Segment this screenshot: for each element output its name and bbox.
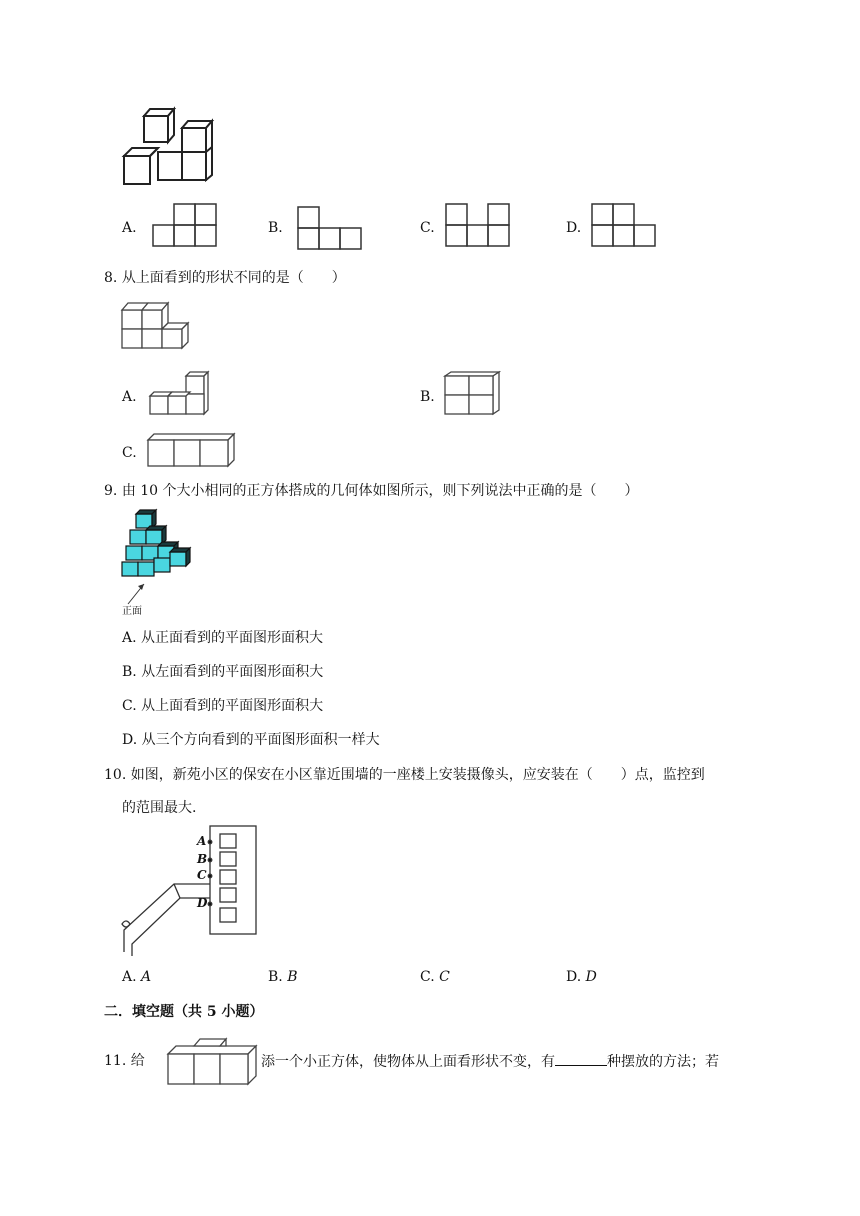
q10-figure: [120, 824, 266, 956]
q7-option-c-label[interactable]: C.: [420, 220, 435, 236]
q10-stem-line1: [104, 765, 705, 785]
window: [220, 908, 236, 922]
q11-prefix: [104, 1051, 145, 1071]
q9-option-d[interactable]: [122, 730, 380, 750]
q10-option-d-label: D.: [566, 969, 582, 985]
q8-option-c-label[interactable]: C.: [122, 445, 137, 461]
q10-option-a-label: A.: [122, 969, 137, 985]
point-d-label: D: [197, 896, 208, 910]
q7-option-b-figure: [298, 205, 364, 251]
wall-end: [122, 921, 130, 927]
q9-cube: [126, 546, 142, 560]
q10-option-c-value: C: [439, 969, 450, 985]
q10-text-line2: 的范围最大.: [122, 800, 197, 816]
window: [220, 834, 236, 848]
q10-option-a-value: A: [141, 969, 152, 985]
q9-option-a-label: A.: [122, 630, 137, 646]
point-a-label: A: [197, 834, 207, 848]
q7-option-d-label[interactable]: D.: [566, 220, 582, 236]
window: [220, 852, 236, 866]
q7-option-d-figure: [592, 202, 662, 250]
q8-text: 从上面看到的形状不同的是（ ）: [121, 270, 346, 286]
wall: [174, 884, 180, 898]
q11-text-after: 种摆放的方法；若: [607, 1054, 719, 1070]
q9-stem: [104, 481, 639, 501]
q8-number: 8.: [104, 270, 118, 286]
q10-text-line1: 如图，新苑小区的保安在小区靠近围墙的一座楼上安装摄像头，应安装在（ ）点，监控到: [130, 767, 705, 783]
point-a-marker: [208, 840, 212, 844]
q10-option-d-value: D: [585, 969, 597, 985]
q9-cube: [122, 562, 138, 576]
window: [220, 888, 236, 902]
q10-option-b-value: B: [287, 969, 298, 985]
point-b-label: B: [197, 852, 208, 866]
point-c-marker: [208, 874, 212, 878]
wall: [124, 884, 210, 952]
q11-text-before: 给: [130, 1053, 145, 1069]
q9-figure-caption: 正面: [122, 606, 142, 617]
q10-option-a[interactable]: [122, 967, 151, 987]
q11-text-middle: 添一个小正方体，使物体从上面看形状不变，有: [261, 1054, 555, 1070]
q11-answer-blank[interactable]: [555, 1051, 607, 1066]
window: [220, 870, 236, 884]
section-title: 二．填空题（共 5 小题）: [104, 1004, 264, 1020]
q9-cube: [154, 558, 170, 572]
q10-option-b-label: B.: [268, 969, 283, 985]
q7-option-a-figure: [153, 202, 219, 250]
q7-option-a-label[interactable]: A.: [122, 220, 137, 236]
q11-text: [261, 1051, 719, 1072]
building: [210, 826, 256, 934]
point-b-marker: [208, 858, 212, 862]
q9-number: 9.: [104, 483, 118, 499]
q9-option-d-label: D.: [122, 732, 138, 748]
q9-cube: [146, 530, 162, 544]
q9-option-c-label: C.: [122, 698, 137, 714]
q7-option-b-label[interactable]: B.: [268, 220, 283, 236]
q9-option-b[interactable]: [122, 662, 323, 682]
q8-figure: [120, 300, 192, 352]
q9-cube-side: [186, 548, 190, 566]
q10-option-d[interactable]: [566, 967, 597, 987]
q9-cube-side: [152, 510, 156, 528]
q9-option-a-text: 从正面看到的平面图形面积大: [141, 630, 324, 646]
point-c-label: C: [197, 868, 207, 882]
q7-option-c-figure: [446, 202, 512, 250]
q9-option-b-label: B.: [122, 664, 137, 680]
q9-option-a[interactable]: [122, 628, 323, 648]
q8-option-a-figure: [146, 370, 210, 418]
q9-option-d-text: 从三个方向看到的平面图形面积一样大: [141, 732, 380, 748]
q9-option-b-text: 从左面看到的平面图形面积大: [141, 664, 324, 680]
q9-cube: [138, 562, 154, 576]
q9-front-arrowhead: [138, 584, 144, 590]
q9-option-c-text: 从上面看到的平面图形面积大: [141, 698, 324, 714]
q9-cube: [170, 552, 186, 566]
point-d-marker: [208, 902, 212, 906]
q9-cube-side: [162, 526, 166, 544]
q10-option-b[interactable]: [268, 967, 298, 987]
q8-option-a-label[interactable]: A.: [122, 389, 137, 405]
q10-option-c[interactable]: [420, 967, 450, 987]
q8-option-b-label[interactable]: B.: [420, 389, 435, 405]
q11-figure: [166, 1036, 260, 1086]
q8-option-c-figure: [146, 432, 238, 470]
q9-cube: [130, 530, 146, 544]
q10-option-c-label: C.: [420, 969, 435, 985]
q9-figure: [118, 506, 194, 622]
q10-number: 10.: [104, 767, 127, 783]
q8-option-b-figure: [443, 370, 503, 418]
q11-number: 11.: [104, 1053, 127, 1069]
q8-stem: [104, 268, 346, 288]
q7-figure: [120, 104, 224, 190]
q9-option-c[interactable]: [122, 696, 323, 716]
q9-text: 由 10 个大小相同的正方体搭成的几何体如图所示，则下列说法中正确的是（ ）: [121, 483, 639, 499]
